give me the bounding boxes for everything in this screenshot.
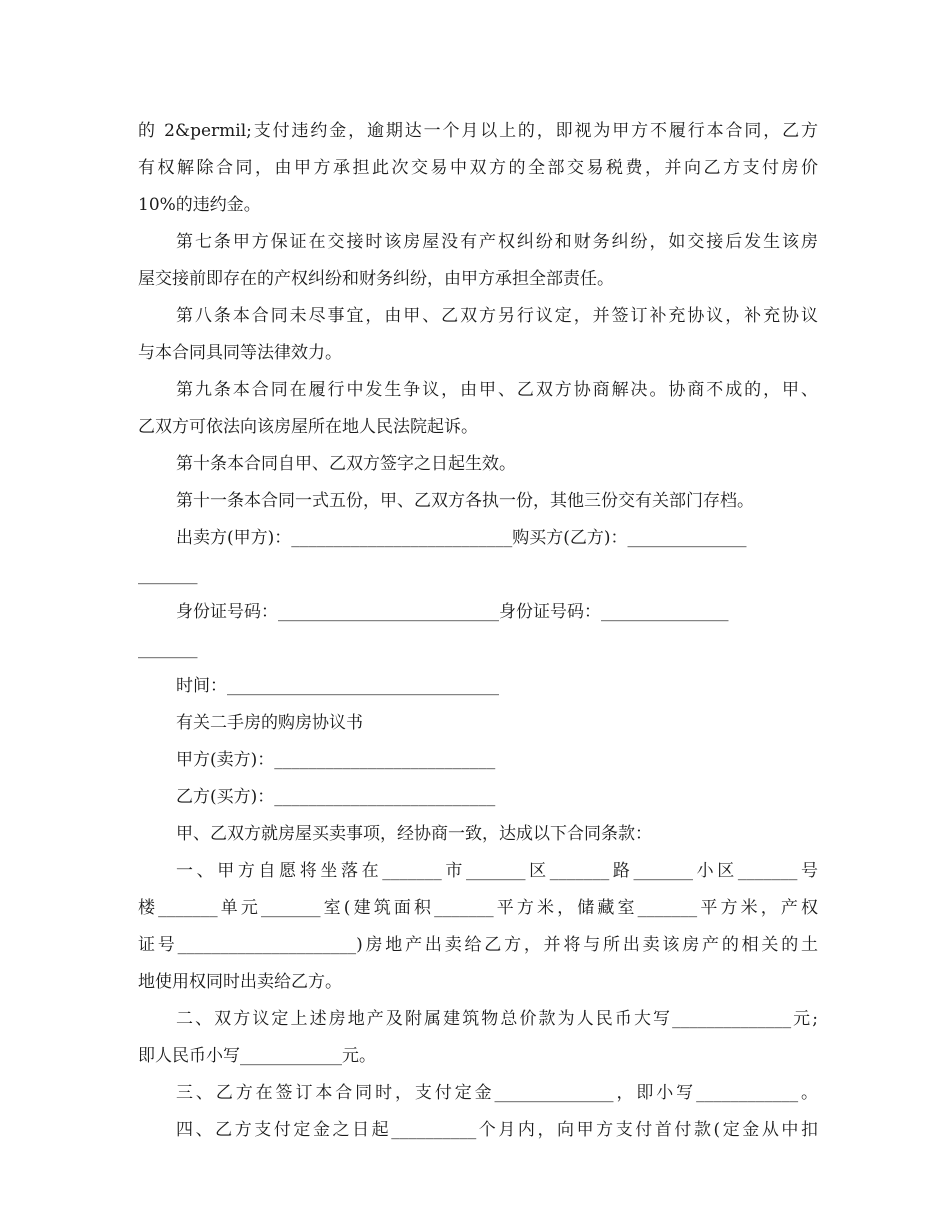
text-line: 甲、乙双方就房屋买卖事项，经协商一致，达成以下合同条款： <box>176 824 652 844</box>
clause-1-line: 证号_____________________)房地产出卖给乙方，并将与所出卖该房产的相关的土 <box>138 935 818 955</box>
text-line: 第十条本合同自甲、乙双方签字之日起生效。 <box>176 454 516 474</box>
text-line: 第七条甲方保证在交接时该房屋没有产权纠纷和财务纠纷，如交接后发生该房 <box>176 232 818 252</box>
date-line: 时间：________________________________ <box>176 676 499 696</box>
clause-2-line: 即人民币小写____________元。 <box>138 1046 376 1066</box>
text-line: 的 2&permil;支付违约金，逾期达一个月以上的，即视为甲方不履行本合同，乙方 <box>138 121 818 141</box>
id-number-line: 身份证号码：__________________________身份证号码：_______________ <box>176 602 729 622</box>
section-title: 有关二手房的购房协议书 <box>176 713 363 733</box>
text-line: 与本合同具同等法律效力。 <box>138 343 342 363</box>
clause-1-line: 楼_______单元_______室(建筑面积_______平方米，储藏室_______平方米，产权 <box>138 898 818 918</box>
signature-line-seller-buyer: 出卖方(甲方)：__________________________购买方(乙方)：______________ <box>176 528 747 548</box>
text-line: 第九条本合同在履行中发生争议，由甲、乙双方协商解决。协商不成的，甲、 <box>176 380 818 400</box>
party-a-line: 甲方(卖方)：__________________________ <box>176 750 496 770</box>
clause-3-line: 三、乙方在签订本合同时，支付定金______________，即小写____________。 <box>176 1083 818 1103</box>
text-line: 10%的违约金。 <box>138 195 261 215</box>
signature-line-continuation: _______ <box>138 565 198 585</box>
clause-1-line: 一、甲方自愿将坐落在_______市_______区_______路_______小区_______号 <box>176 861 818 881</box>
text-line: 第八条本合同未尽事宜，由甲、乙双方另行议定，并签订补充协议，补充协议 <box>176 306 818 326</box>
text-line: 第十一条本合同一式五份，甲、乙双方各执一份，其他三份交有关部门存档。 <box>176 491 754 511</box>
clause-1-line: 地使用权同时出卖给乙方。 <box>138 972 342 992</box>
clause-2-line: 二、双方议定上述房地产及附属建筑物总价款为人民币大写______________元; <box>176 1009 818 1029</box>
party-b-line: 乙方(买方)：__________________________ <box>176 787 496 807</box>
text-line: 有权解除合同，由甲方承担此次交易中双方的全部交易税费，并向乙方支付房价 <box>138 158 818 178</box>
text-line: 乙双方可依法向该房屋所在地人民法院起诉。 <box>138 417 478 437</box>
text-line: 屋交接前即存在的产权纠纷和财务纠纷，由甲方承担全部责任。 <box>138 269 614 289</box>
id-number-line-continuation: _______ <box>138 639 198 659</box>
clause-4-line: 四、乙方支付定金之日起__________个月内，向甲方支付首付款(定金从中扣 <box>176 1120 818 1140</box>
